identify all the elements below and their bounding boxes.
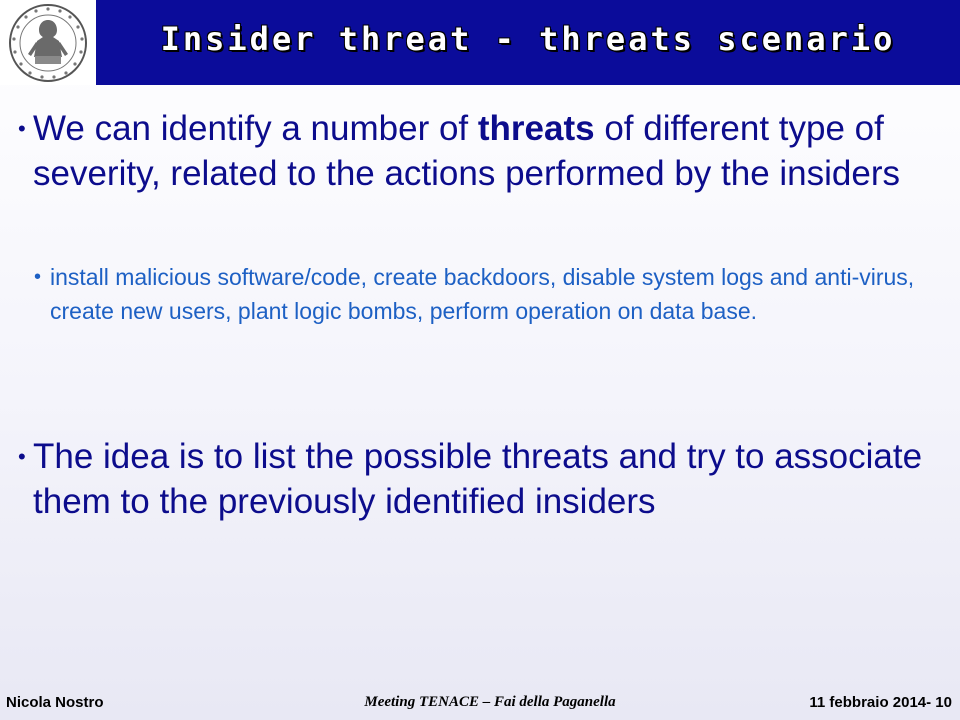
- seal-icon: [5, 2, 91, 84]
- university-seal-logo: [0, 0, 96, 85]
- bullet-threats: [18, 106, 948, 196]
- bullet-text: The idea is to list the possible threats and try to associate them to the previously identified insiders: [33, 437, 923, 521]
- sub-bullet-actions: [34, 260, 934, 328]
- bullet-dot-icon: •: [18, 116, 26, 141]
- sub-bullet-dot-icon: •: [34, 266, 42, 288]
- sub-bullet-text: install malicious software/code, create backdoors, disable system logs and anti-virus, create new users, plant logic bombs, perform operation on data base.: [50, 264, 915, 324]
- bullet-text: [33, 106, 948, 196]
- footer-date-page: 11 febbraio 2014- 10: [809, 694, 952, 711]
- slide-title: Insider threat - threats scenario: [160, 20, 896, 58]
- bullet-bold-word: threats: [477, 109, 595, 148]
- bullet-dot-icon: •: [18, 444, 26, 469]
- bullet-text-end: of different type of severity, related to the actions performed by the insiders: [33, 109, 901, 193]
- header-bar: [0, 0, 960, 85]
- footer-author: Nicola Nostro: [6, 694, 104, 711]
- bullet-text-start: We can identify a number of: [33, 109, 478, 148]
- bullet-idea: [18, 434, 948, 524]
- footer-meeting: Meeting TENACE – Fai della Paganella: [364, 694, 616, 710]
